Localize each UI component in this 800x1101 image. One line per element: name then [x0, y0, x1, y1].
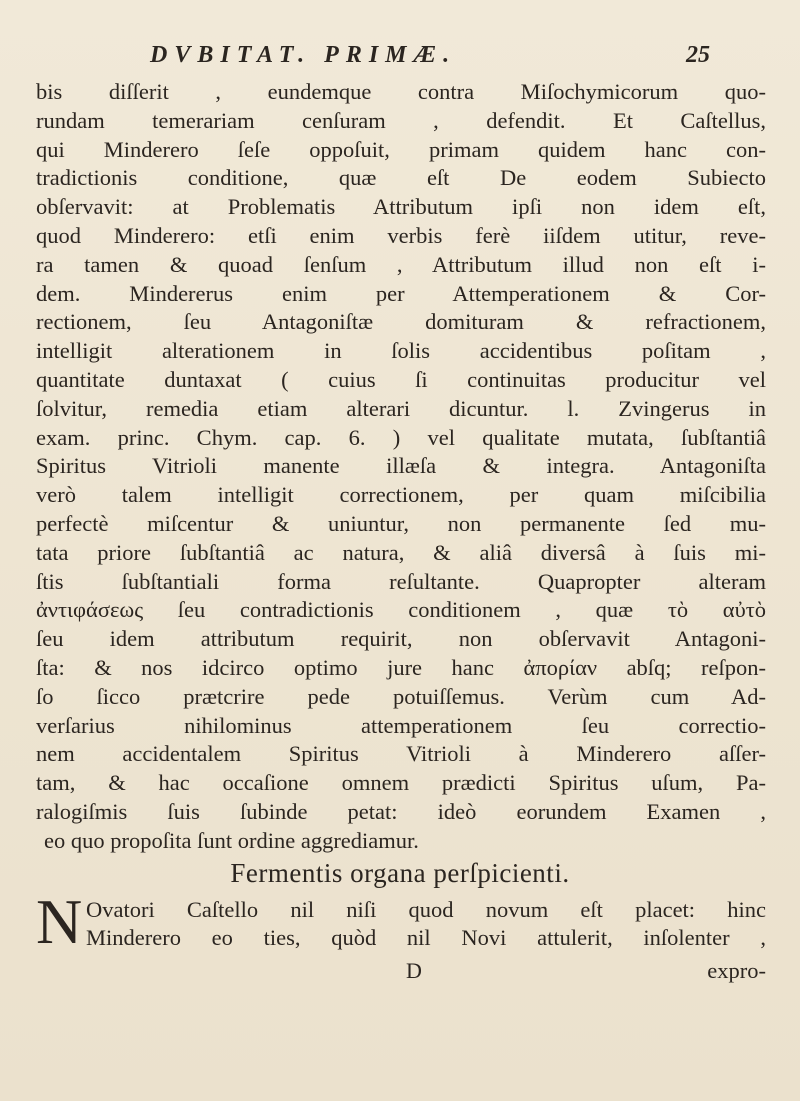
- text-line: obſervavit: at Problematis Attributum ipſi non idem eſt,: [36, 194, 766, 220]
- text-line: Ovatori Caſtello nil niſi quod novum eſt placet: hinc: [86, 897, 766, 922]
- text-line: rundam temerariam cenſuram , defendit. Et Caſtellus,: [36, 107, 766, 133]
- text-line: exam. princ. Chym. cap. 6. ) vel qualitate mutata, ſubſtantiâ: [36, 424, 766, 450]
- running-title: DVBITAT. PRIMÆ.: [150, 42, 457, 68]
- paragraph-2: [36, 886, 766, 957]
- page-footer: [36, 958, 766, 988]
- text-line: ſeu idem attributum requirit, non obſervavit Antagoni-: [36, 626, 766, 652]
- text-line: Spiritus Vitrioli manente illæſa & integra. Antagoniſta: [36, 453, 766, 479]
- paragraph-1: [36, 78, 766, 856]
- text-line: rectionem, ſeu Antagoniſtæ domituram & refractionem,: [36, 309, 766, 335]
- text-line: ra tamen & quoad ſenſum , Attributum illud non eſt i-: [36, 251, 766, 277]
- catchword: expro-: [707, 958, 766, 983]
- section-heading: Fermentis organa perſpicienti.: [230, 858, 570, 888]
- text-line: Minderero eo ties, quòd nil Novi attulerit, inſolenter ,: [86, 925, 766, 950]
- text-line: ſolvitur, remedia etiam alterari dicuntur. l. Zvingerus in: [36, 395, 766, 421]
- text-line: quod Minderero: etſi enim verbis ferè iiſdem utitur, reve-: [36, 222, 766, 248]
- text-line: ſtis ſubſtantiali forma reſultante. Quapropter alteram: [36, 568, 766, 594]
- text-line-last: eo quo propoſita ſunt ordine aggrediamur.: [44, 827, 419, 853]
- text-line: ſo ſicco prætcrire pede potuiſſemus. Verùm cum Ad-: [36, 683, 766, 709]
- text-line: verſarius nihilominus attemperationem ſeu correctio-: [36, 712, 766, 738]
- page-number: 25: [686, 42, 710, 68]
- signature-mark: D: [406, 958, 422, 983]
- text-line: dem. Mindererus enim per Attemperationem & Cor-: [36, 280, 766, 306]
- text-line: tata priore ſubſtantiâ ac natura, & aliâ diversâ à ſuis mi-: [36, 539, 766, 565]
- drop-cap: N: [36, 886, 83, 957]
- text-line: ſta: & nos idcirco optimo jure hanc ἀπορίαν abſq; reſpon-: [36, 654, 766, 680]
- text-line: ralogiſmis ſuis ſubinde petat: ideò eorundem Examen ,: [36, 798, 766, 824]
- page-header: [150, 42, 710, 78]
- text-line: ἀντιφάσεως ſeu contradictionis conditionem , quæ τὸ αὐτὸ: [36, 597, 766, 623]
- text-line: nem accidentalem Spiritus Vitrioli à Minderero aſſer-: [36, 741, 766, 767]
- text-line: quantitate duntaxat ( cuius ſi continuitas producitur vel: [36, 366, 766, 392]
- text-line: verò talem intelligit correctionem, per quam miſcibilia: [36, 482, 766, 508]
- text-line: tam, & hac occaſione omnem prædicti Spiritus uſum, Pa-: [36, 770, 766, 796]
- text-line: perfectè miſcentur & uniuntur, non permanente ſed mu-: [36, 510, 766, 536]
- text-line: qui Minderero ſeſe oppoſuit, primam quidem hanc con-: [36, 136, 766, 162]
- text-line: tradictionis conditione, quæ eſt De eodem Subiecto: [36, 165, 766, 191]
- text-line: intelligit alterationem in ſolis accidentibus poſitam ,: [36, 338, 766, 364]
- text-line: bis diſſerit , eundemque contra Miſochymicorum quo-: [36, 79, 766, 104]
